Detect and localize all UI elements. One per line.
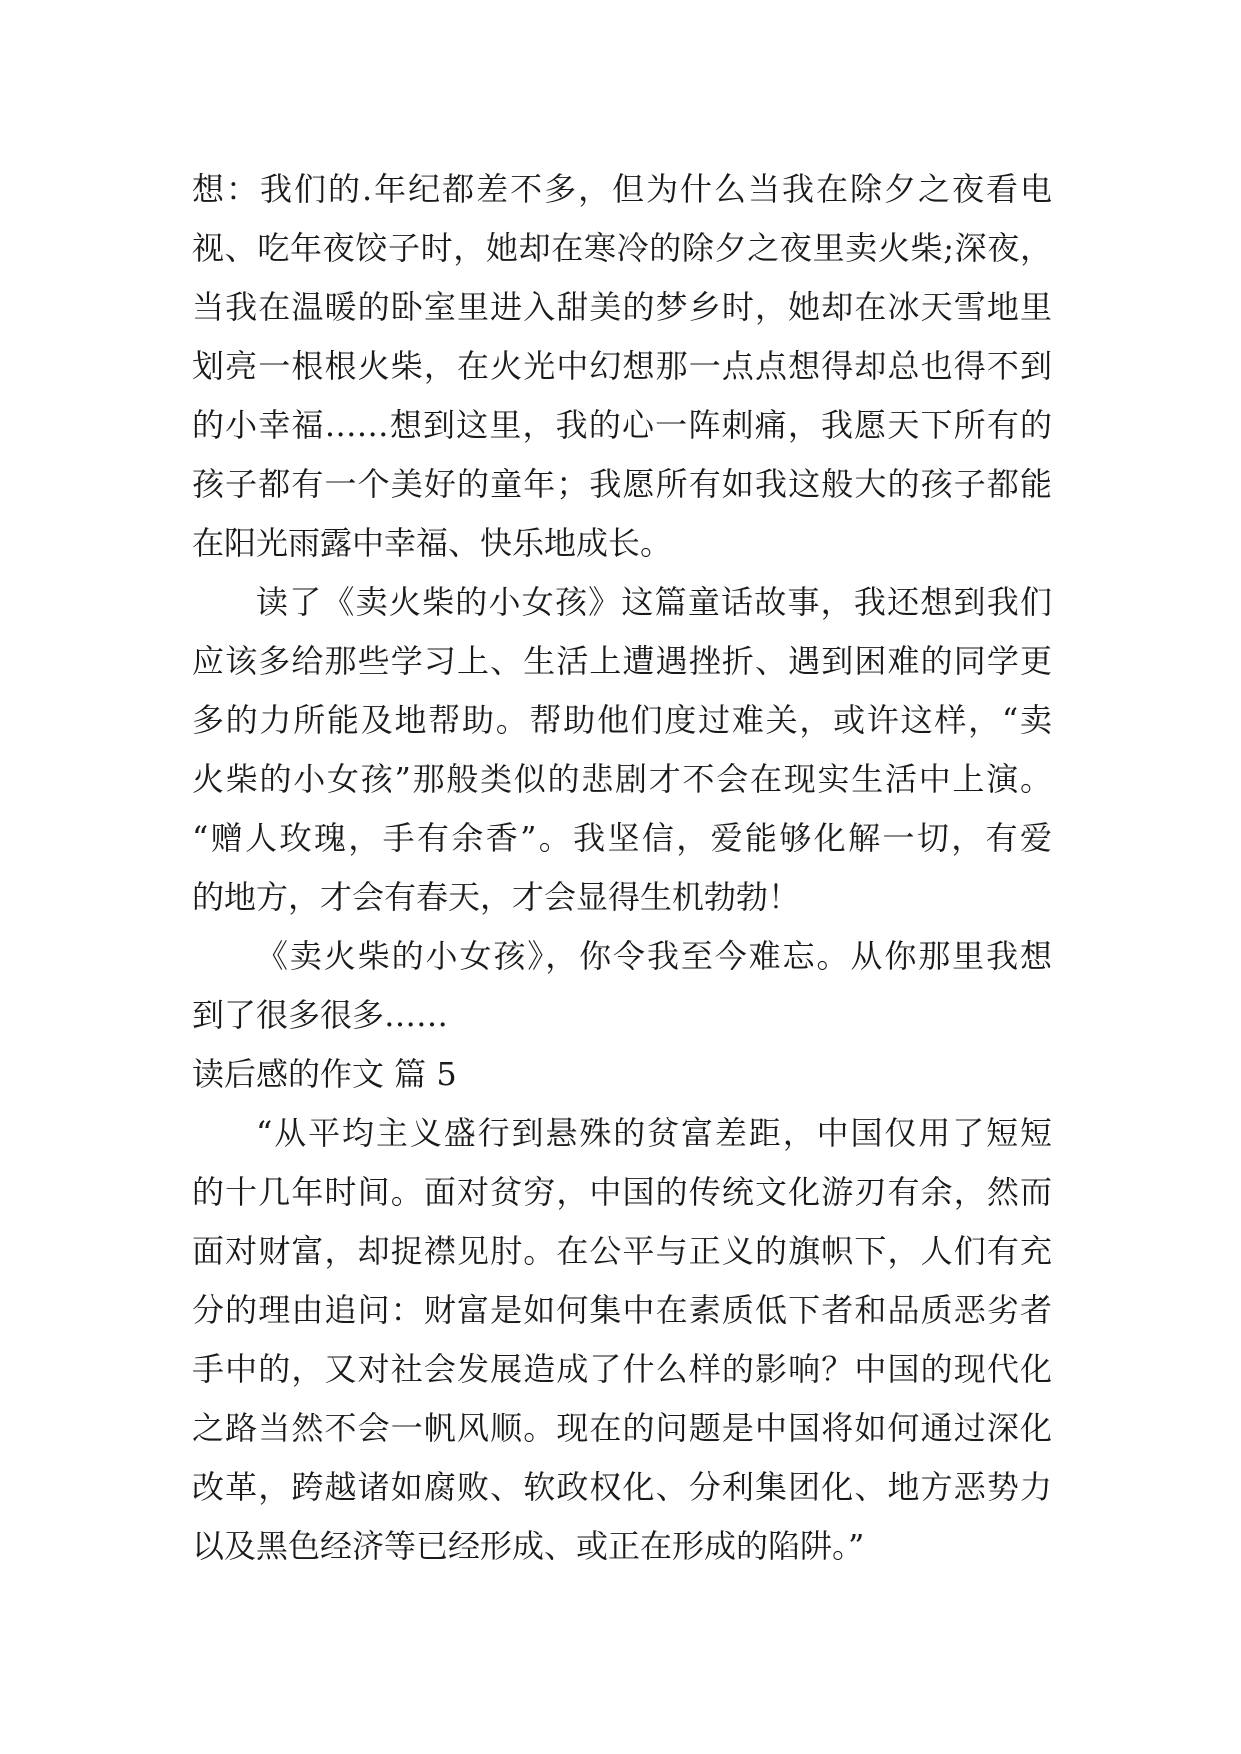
paragraph-1 bbox=[192, 160, 1052, 573]
text-line: 的地方，才会有春天，才会显得生机勃勃！ bbox=[192, 878, 801, 916]
text-line: 划亮一根根火柴，在火光中幻想那一点点想得却总也得不到 bbox=[192, 347, 1052, 385]
text-line: “从平均主义盛行到悬殊的贫富差距，中国仅用了短短 bbox=[256, 1114, 1052, 1152]
text-line: 到了很多很多…… bbox=[192, 996, 449, 1034]
text-line: 面对财富，却捉襟见肘。在公平与正义的旗帜下，人们有充 bbox=[192, 1232, 1052, 1270]
text-line: 《卖火柴的小女孩》，你令我至今难忘。从你那里我想 bbox=[256, 937, 1052, 975]
text-line: 应该多给那些学习上、生活上遭遇挫折、遇到困难的同学更 bbox=[192, 642, 1052, 680]
text-line: 之路当然不会一帆风顺。现在的问题是中国将如何通过深化 bbox=[192, 1409, 1052, 1447]
text-line: 视、吃年夜饺子时，她却在寒冷的除夕之夜里卖火柴;深夜， bbox=[192, 229, 1052, 267]
text-line: 火柴的小女孩”那般类似的悲剧才不会在现实生活中上演。 bbox=[192, 760, 1052, 798]
text-line: “赠人玫瑰，手有余香”。我坚信，爱能够化解一切，有爱 bbox=[192, 819, 1052, 857]
text-line: 以及黑色经济等已经形成、或正在形成的陷阱。” bbox=[192, 1527, 865, 1565]
paragraph-3 bbox=[192, 927, 1052, 1045]
text-line: 想：我们的.年纪都差不多，但为什么当我在除夕之夜看电 bbox=[192, 170, 1052, 208]
paragraph-4 bbox=[192, 1104, 1052, 1576]
text-line: 读了《卖火柴的小女孩》这篇童话故事，我还想到我们 bbox=[256, 583, 1052, 621]
text-line: 改革，跨越诸如腐败、软政权化、分利集团化、地方恶势力 bbox=[192, 1468, 1052, 1506]
paragraph-2 bbox=[192, 573, 1052, 927]
document-body bbox=[192, 160, 1052, 1576]
text-line: 孩子都有一个美好的童年；我愿所有如我这般大的孩子都能 bbox=[192, 465, 1052, 503]
text-line: 分的理由追问：财富是如何集中在素质低下者和品质恶劣者 bbox=[192, 1291, 1052, 1329]
text-line: 的小幸福……想到这里，我的心一阵刺痛，我愿天下所有的 bbox=[192, 406, 1052, 444]
text-line: 在阳光雨露中幸福、快乐地成长。 bbox=[192, 524, 673, 562]
text-line: 当我在温暖的卧室里进入甜美的梦乡时，她却在冰天雪地里 bbox=[192, 288, 1052, 326]
section-heading: 读后感的作文 篇 5 bbox=[192, 1055, 457, 1093]
text-line: 多的力所能及地帮助。帮助他们度过难关，或许这样，“卖 bbox=[192, 701, 1052, 739]
text-line: 的十几年时间。面对贫穷，中国的传统文化游刃有余，然而 bbox=[192, 1173, 1052, 1211]
text-line: 手中的，又对社会发展造成了什么样的影响？中国的现代化 bbox=[192, 1350, 1052, 1388]
